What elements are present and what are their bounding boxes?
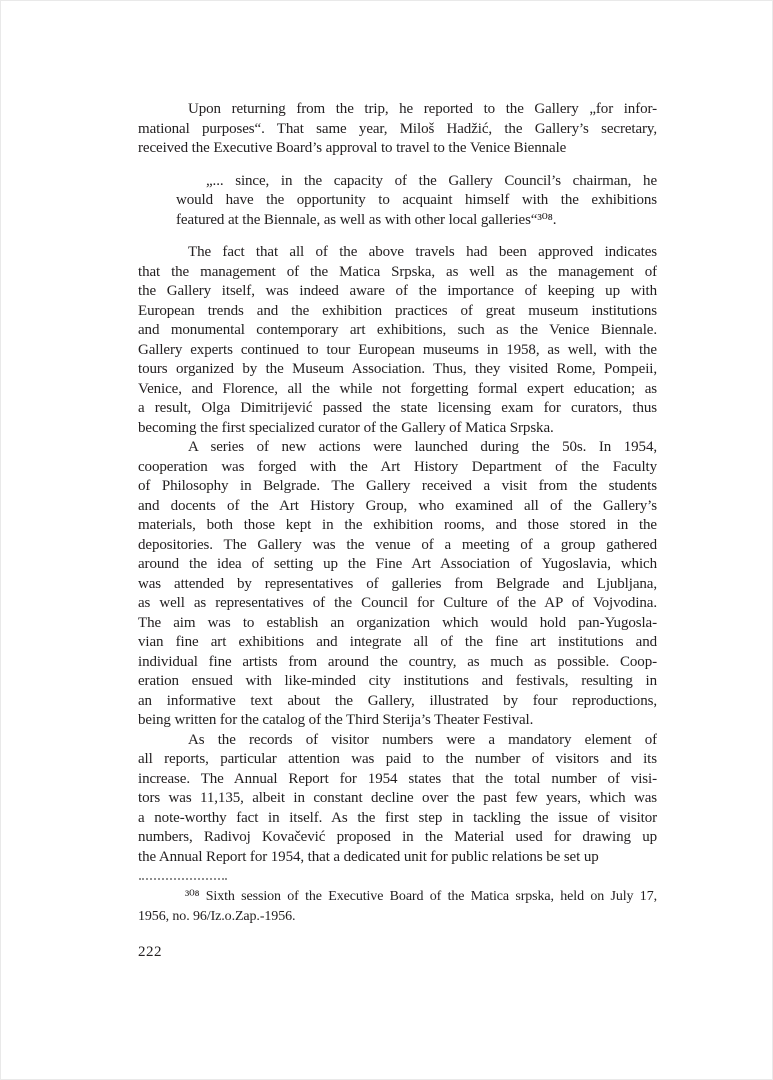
paragraph <box>138 100 657 159</box>
page-number: 222 <box>138 944 162 960</box>
text-line: becoming the first specialized curator of the Gallery of Matica Srpska. <box>138 419 554 436</box>
text-line: as well as representatives of the Council for Culture of the AP of Vojvodina. <box>138 595 657 611</box>
footnote <box>138 887 657 927</box>
text-line: individual fine artists from around the country, as much as possible. Coop- <box>138 653 657 670</box>
text-line: The aim was to establish an organization which would hold pan-Yugosla- <box>138 614 657 631</box>
text-line: an informative text about the Gallery, illustrated by four reproductions, <box>138 692 657 709</box>
text-line: mational purposes“. That same year, Miloš Hadžić, the Gallery’s secretary, <box>138 120 657 137</box>
text-line: As the records of visitor numbers were a mandatory element of <box>188 731 657 748</box>
text-line: increase. The Annual Report for 1954 states that the total number of visi- <box>138 770 657 787</box>
footnote-line: 1956, no. 96/Iz.o.Zap.-1956. <box>138 909 296 924</box>
text-line: would have the opportunity to acquaint himself with the exhibitions <box>176 192 657 208</box>
text-line: materials, both those kept in the exhibition rooms, and those stored in the <box>138 517 657 533</box>
text-line: A series of new actions were launched during the 50s. In 1954, <box>188 439 657 455</box>
text-line: a note-worthy fact in itself. As the first step in tackling the issue of visitor <box>138 809 657 826</box>
footnote-separator <box>139 878 227 880</box>
text-line: the Gallery itself, was indeed aware of the importance of keeping up with <box>138 283 657 299</box>
block-quote <box>176 172 657 231</box>
paragraph <box>138 243 657 438</box>
text-line: cooperation was forged with the Art History Department of the Faculty <box>138 458 657 475</box>
text-line: „... since, in the capacity of the Gallery Council’s chairman, he <box>206 172 657 189</box>
text-line: featured at the Biennale, as well as with other local galleries“³⁰⁸. <box>176 211 557 228</box>
text-line: tors was 11,135, albeit in constant decline over the past few years, which was <box>138 790 657 806</box>
text-line: being written for the catalog of the Third Sterija’s Theater Festival. <box>138 712 534 728</box>
text-line: that the management of the Matica Srpska, as well as the management of <box>138 263 657 280</box>
text-line: The fact that all of the above travels had been approved indicates <box>188 244 657 260</box>
text-line: and monumental contemporary art exhibitions, such as the Venice Biennale. <box>138 322 657 338</box>
body-text <box>138 100 657 963</box>
text-line: the Annual Report for 1954, that a dedicated unit for public relations be set up <box>138 848 599 865</box>
text-line: tours organized by the Museum Association. Thus, they visited Rome, Pompeii, <box>138 361 657 377</box>
text-line: and docents of the Art History Group, who examined all of the Gallery’s <box>138 497 657 514</box>
paragraph <box>138 731 657 868</box>
text-line: depositories. The Gallery was the venue of a meeting of a group gathered <box>138 536 657 553</box>
text-line: received the Executive Board’s approval to travel to the Venice Biennale <box>138 140 567 156</box>
text-line: of Philosophy in Belgrade. The Gallery received a visit from the students <box>138 478 657 494</box>
text-line: European trends and the exhibition practices of great museum institutions <box>138 302 657 319</box>
text-line: Upon returning from the trip, he reported to the Gallery „for infor- <box>188 101 657 117</box>
text-line: a result, Olga Dimitrijević passed the state licensing exam for curators, thus <box>138 400 657 416</box>
text-line: was attended by representatives of galleries from Belgrade and Ljubljana, <box>138 575 657 592</box>
text-line: eration ensued with like-minded city institutions and festivals, resulting in <box>138 673 657 689</box>
text-line: vian fine art exhibitions and integrate all of the fine art institutions and <box>138 634 657 650</box>
text-line: around the idea of setting up the Fine Art Association of Yugoslavia, which <box>138 556 657 572</box>
text-line: all reports, particular attention was paid to the number of visitors and its <box>138 751 657 767</box>
text-line: numbers, Radivoj Kovačević proposed in the Material used for drawing up <box>138 829 657 845</box>
text-line: Venice, and Florence, all the while not forgetting formal expert education; as <box>138 380 657 397</box>
footnote-line: ³⁰⁸ Sixth session of the Executive Board of the Matica srpska, held on July 17, <box>185 889 657 904</box>
paragraph <box>138 438 657 731</box>
text-line: Gallery experts continued to tour European museums in 1958, as well, with the <box>138 341 657 358</box>
